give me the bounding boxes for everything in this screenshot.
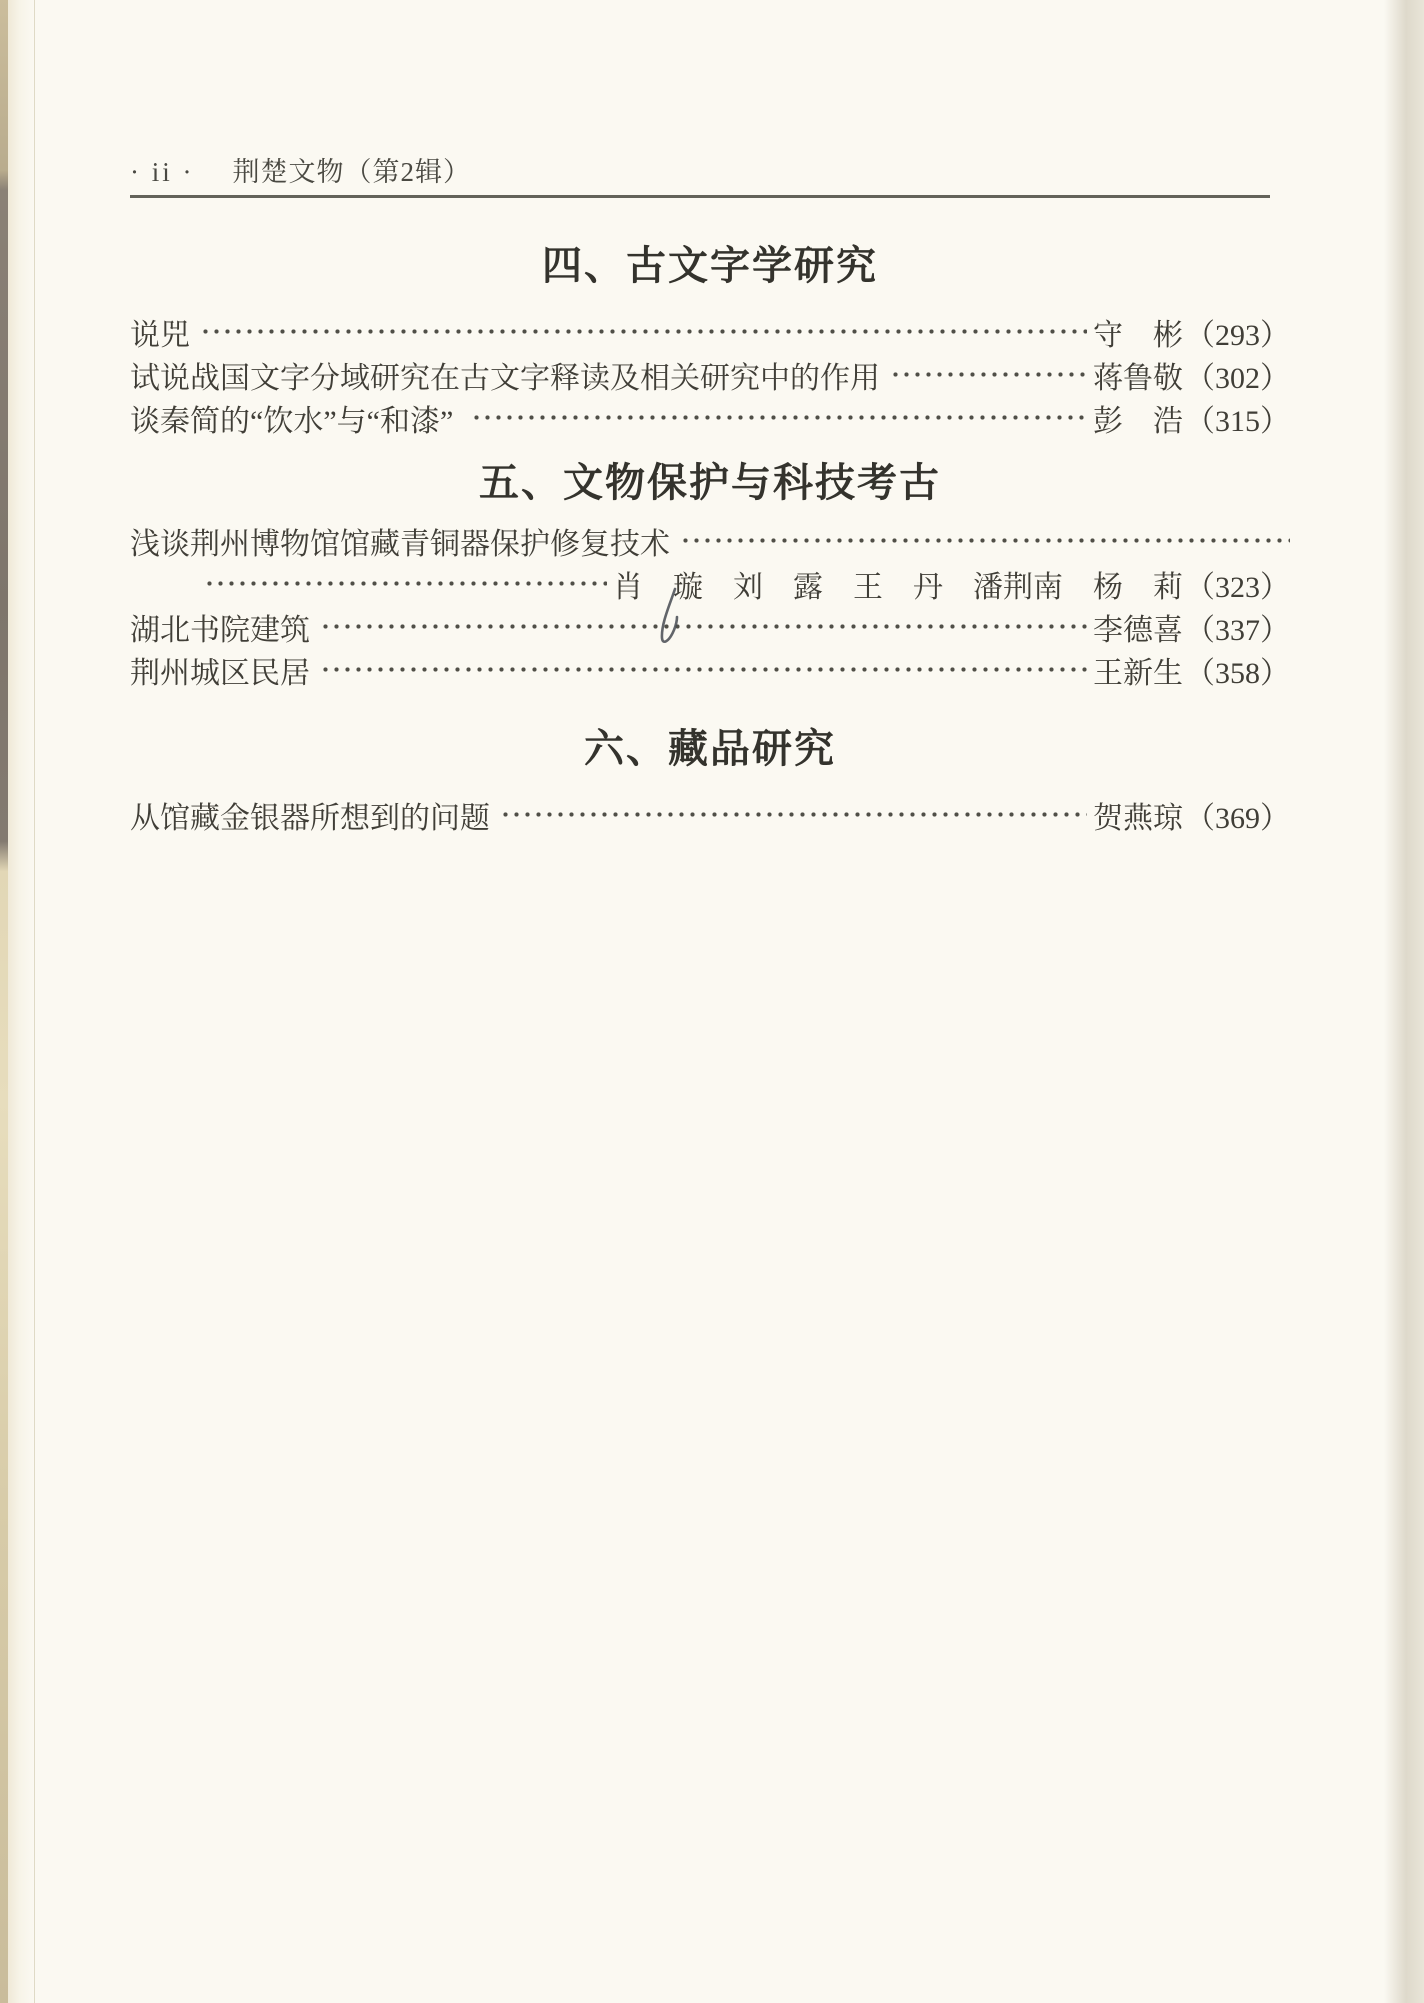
entry-title: 试说战国文字分域研究在古文字释读及相关研究中的作用: [130, 361, 880, 395]
dot-leader: [318, 655, 1087, 685]
toc-entry-line1: [130, 519, 1290, 562]
entry-title: 荆州城区民居: [130, 656, 310, 690]
dot-leader: [198, 317, 1087, 347]
entry-author: 蒋鲁敬: [1093, 361, 1183, 395]
entry-page: （293）: [1185, 318, 1290, 352]
page-content: [0, 0, 1424, 836]
entry-title: 浅谈荆州博物馆馆藏青铜器保护修复技术: [130, 527, 670, 561]
toc-entry: [130, 353, 1290, 396]
book-title: 荆楚文物（第2辑）: [232, 157, 471, 187]
toc-list-section-5: [130, 519, 1290, 691]
toc-entry: [130, 793, 1290, 836]
section-title-5: 五、文物保护与科技考古: [479, 461, 941, 505]
dot-leader: [678, 526, 1290, 556]
entry-author: 李德喜: [1093, 613, 1183, 647]
entry-author: 王新生: [1093, 656, 1183, 690]
entry-author: 守 彬: [1093, 318, 1183, 352]
toc-entry: [130, 396, 1290, 439]
toc-list-section-6: [130, 793, 1290, 836]
entry-author: 彭 浩: [1093, 404, 1183, 438]
entry-page: （337）: [1185, 613, 1290, 647]
dot-leader: [202, 569, 607, 599]
entry-page: （358）: [1185, 656, 1290, 690]
toc-entry: [130, 605, 1290, 648]
toc-entry-line2: [130, 562, 1290, 605]
header-rule: [130, 195, 1270, 198]
entry-title: 从馆藏金银器所想到的问题: [130, 801, 490, 835]
entry-author: 肖 璇 刘 露 王 丹 潘荆南 杨 莉: [613, 570, 1183, 604]
entry-title: 谈秦简的“饮水”与“和漆”: [130, 404, 461, 438]
section-title-6: 六、藏品研究: [584, 727, 836, 771]
dot-leader: [318, 612, 1087, 642]
entry-page: （323）: [1185, 570, 1290, 604]
dot-leader: [469, 403, 1087, 433]
dot-leader: [888, 360, 1087, 390]
entry-title: 湖北书院建筑: [130, 613, 310, 647]
page-header: [130, 150, 1290, 186]
toc-list-section-4: [130, 310, 1290, 439]
entry-page: （315）: [1185, 404, 1290, 438]
toc-entry: [130, 648, 1290, 691]
entry-title: 说兕: [130, 318, 190, 352]
toc-entry: [130, 310, 1290, 353]
entry-page: （302）: [1185, 361, 1290, 395]
entry-page: （369）: [1185, 801, 1290, 835]
entry-author: 贺燕琼: [1093, 801, 1183, 835]
section-title-4: 四、古文字学研究: [542, 244, 878, 288]
page-number-marker: · ii ·: [130, 157, 195, 187]
dot-leader: [498, 800, 1087, 830]
